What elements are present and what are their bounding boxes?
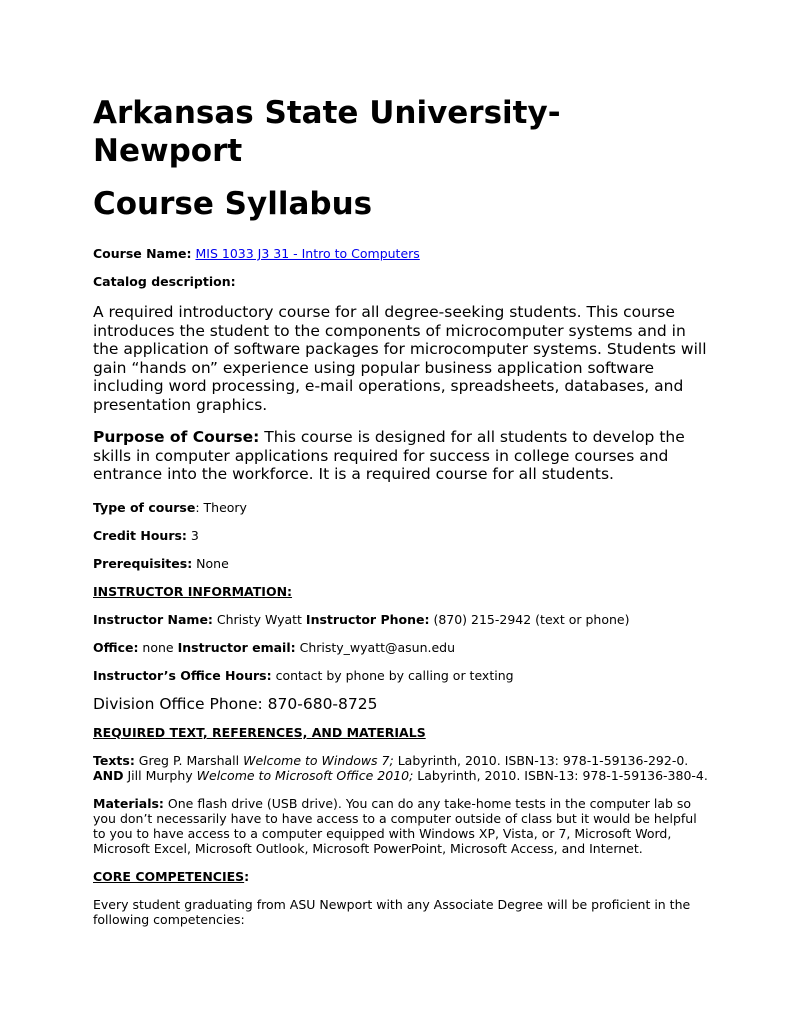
office-row: [93, 640, 713, 655]
texts-label: Texts:: [93, 752, 135, 768]
instructor-name-value: Christy Wyatt: [212, 611, 306, 627]
division-office-phone: Division Office Phone: 870-680-8725: [93, 694, 378, 713]
texts-title2: Welcome to Microsoft Office 2010;: [196, 767, 414, 783]
instructor-phone-value: (870) 215-2942 (text or phone): [429, 611, 630, 627]
office-hours-row: [93, 668, 713, 683]
competencies-heading-colon: :: [244, 868, 250, 884]
office-hours-label: Instructor’s Office Hours:: [93, 667, 272, 683]
catalog-label: Catalog description:: [93, 274, 236, 289]
materials-label: Materials:: [93, 795, 164, 811]
office-value: none: [138, 639, 178, 655]
instructor-name-label: Instructor Name:: [93, 611, 213, 627]
materials-heading-row: [93, 725, 713, 740]
texts-pub2: Labyrinth, 2010. ISBN-13: 978-1-59136-380-4.: [413, 767, 708, 783]
prerequisites-row: [93, 556, 713, 571]
purpose-text: This course is designed for all students to develop the skills in computer applications required for success in college courses and entrance into the workforce. It is a required course for all students.: [93, 428, 685, 483]
texts-author1: Greg P. Marshall: [134, 752, 244, 768]
instructor-email-value: Christy_wyatt@asun.edu: [295, 639, 456, 655]
catalog-description-text: A required introductory course for all degree-seeking students. This course introduces the student to the components of microcomputer systems and in the application of software packages for microcomputer systems. Students will gain “hands on” experience using popular business application software including word processing, e-mail operations, spreadsheets, databases, and presentation graphics.: [93, 303, 707, 414]
syllabus-page: [93, 94, 713, 940]
materials-paragraph: [93, 796, 713, 856]
prereq-label: Prerequisites:: [93, 555, 193, 571]
instructor-email-label: Instructor email:: [177, 639, 296, 655]
page-title-line1: Arkansas State University-: [93, 95, 561, 131]
credit-hours-row: [93, 528, 713, 543]
materials-heading: REQUIRED TEXT, REFERENCES, AND MATERIALS: [93, 724, 426, 740]
office-hours-value: contact by phone by calling or texting: [271, 667, 514, 683]
purpose-label: Purpose of Course:: [93, 428, 260, 446]
texts-title1: Welcome to Windows 7;: [243, 752, 394, 768]
instructor-info-heading: INSTRUCTOR INFORMATION:: [93, 583, 293, 599]
type-value: : Theory: [195, 499, 247, 515]
course-name-label: Course Name:: [93, 246, 192, 261]
and-label: AND: [93, 767, 124, 783]
page-subtitle: Course Syllabus: [93, 186, 373, 222]
instructor-name-row: [93, 612, 713, 627]
competencies-heading: CORE COMPETENCIES: [93, 868, 245, 884]
instructor-heading-row: [93, 584, 713, 599]
competencies-heading-row: [93, 869, 713, 884]
credit-value: 3: [186, 527, 199, 543]
course-name-link[interactable]: MIS 1033 J3 31 - Intro to Computers: [195, 246, 420, 261]
materials-text: One flash drive (USB drive). You can do any take-home tests in the computer lab so you don’t necessarily have to have access to a computer outside of class but it would be helpful to you to have access to a computer equipped with Windows XP, Vista, or 7, Microsoft Word, Microsoft Excel, Microsoft Outlook, Microsoft PowerPoint, Microsoft Access, and Internet.: [93, 795, 697, 856]
texts-author2: Jill Murphy: [123, 767, 197, 783]
type-label: Type of course: [93, 499, 196, 515]
texts-paragraph: [93, 753, 713, 783]
instructor-phone-label: Instructor Phone:: [305, 611, 430, 627]
page-title-line2: Newport: [93, 133, 243, 169]
catalog-description-label: [93, 274, 713, 289]
competencies-intro: Every student graduating from ASU Newport with any Associate Degree will be proficient in the following competencies:: [93, 896, 691, 927]
texts-pub1: Labyrinth, 2010. ISBN-13: 978-1-59136-292-0.: [393, 752, 689, 768]
course-name-row: [93, 246, 713, 261]
prereq-value: None: [192, 555, 229, 571]
type-of-course-row: [93, 500, 713, 515]
purpose-paragraph: [93, 428, 713, 484]
office-label: Office:: [93, 639, 139, 655]
credit-label: Credit Hours:: [93, 527, 187, 543]
